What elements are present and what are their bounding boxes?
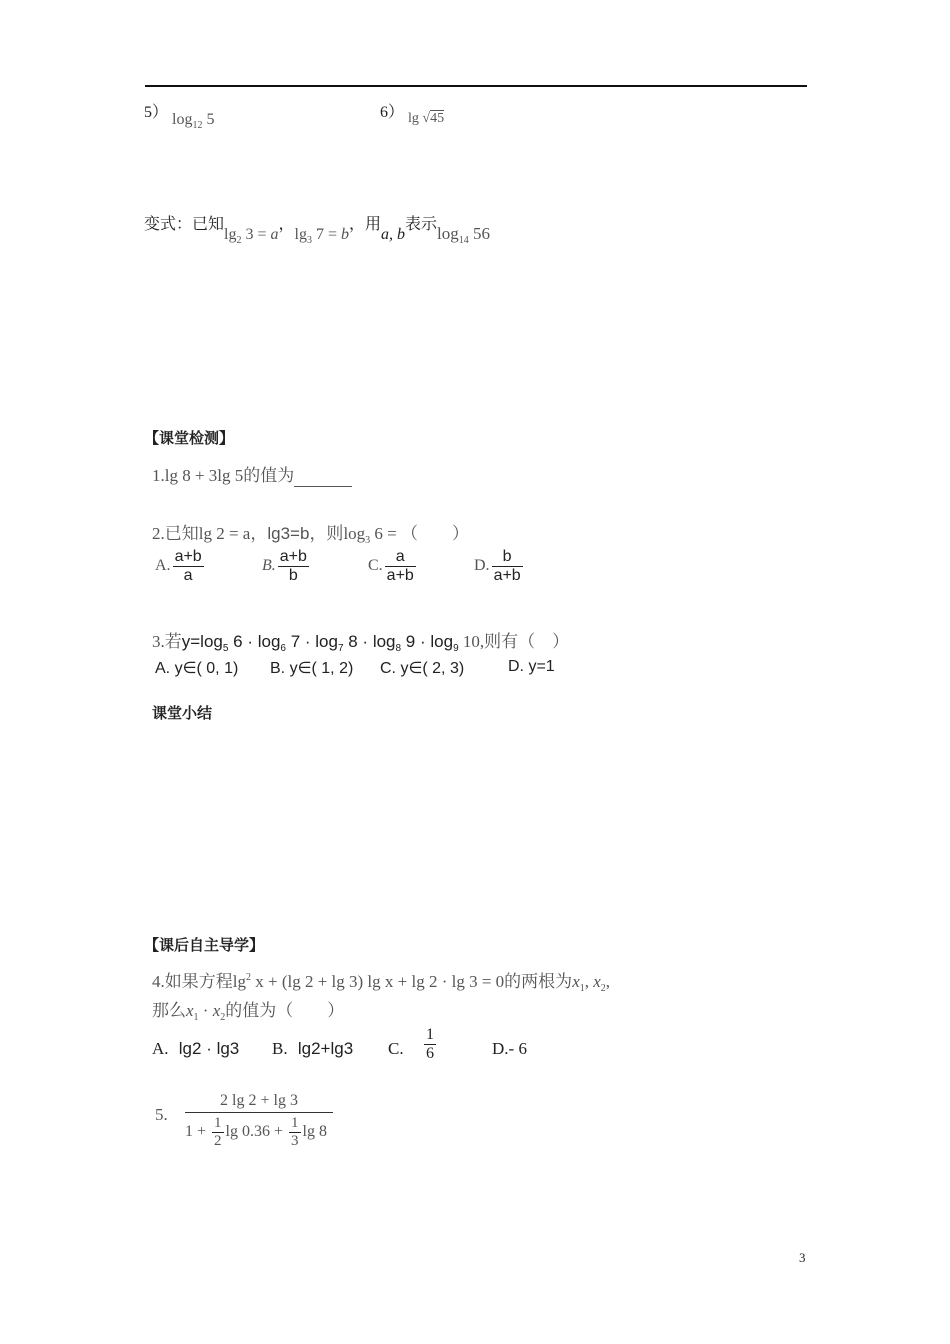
q3-option-c: C. y∈( 2, 3)	[380, 660, 465, 677]
question-3: 3.若$y=\log_5$ $6 \cdot \log_6 7 \cdot \log_7 8 \cdot \log_8 9 \cdot \log_9 10$,则有（ ）	[152, 632, 570, 654]
q3-option-d: D. y=1	[508, 658, 555, 675]
q3-option-b: B. y∈( 1, 2)	[270, 660, 354, 677]
q2-option-b: B. $\frac{a+b}{b}$	[262, 548, 307, 584]
q5-denominator: 1 + $\frac{1}{2}$ lg 0.36 + $\frac{1}{3}$ lg 8	[185, 1112, 333, 1150]
item-5-label: 5）	[144, 104, 169, 121]
item-6-expression: lg √45	[408, 111, 445, 126]
q4-option-c-fraction: $\frac{1}{6}$	[426, 1026, 434, 1062]
answer-blank	[294, 468, 352, 487]
page-number: 3	[799, 1250, 806, 1265]
item-6-label: 6）	[380, 104, 405, 121]
variant-problem: 变式：已知$\lg_2 3 = a$，$\lg_3 7 = b$，用a, b表示$\log_{14} 56$	[144, 214, 491, 246]
question-1: 1.lg 8 + 3lg 5的值为	[152, 461, 352, 487]
question-5-label: 5.	[155, 1105, 168, 1124]
question-4-line-2: 那么$x_1 \cdot x_2$的值为（ ）	[152, 1001, 345, 1023]
item-5-expression: $\log_{12} 5$	[172, 111, 215, 131]
q2-option-c: C. $\frac{a}{a+b}$	[368, 548, 414, 584]
q3-option-a: A. y∈( 0, 1)	[155, 660, 239, 677]
q4-option-c-label: C.	[388, 1039, 404, 1058]
q2-option-d: D. $\frac{b}{a+b}$	[474, 548, 521, 584]
classroom-check-heading: 【课堂检测】	[144, 429, 235, 447]
top-rule	[145, 85, 807, 87]
question-2: 2.已知lg 2 = a，lg3=b，则$\log_3 6$ = （ ）	[152, 524, 470, 546]
q2-option-a: A. $\frac{a+b}{a}$	[155, 548, 202, 584]
question-4-line-1: 4.如果方程$\lg^2 x + (\lg$ 2 + lg 3) lg x + lg 2 · lg 3 = 0的两根为$x_1$, $x_2$,	[152, 972, 611, 994]
q4-option-b: B. lg2+lg3	[272, 1039, 354, 1058]
question-5-expression	[185, 1092, 333, 1150]
after-class-heading: 【课后自主导学】	[144, 936, 265, 954]
q5-numerator: 2 lg 2 + lg 3	[220, 1092, 298, 1109]
summary-heading: 课堂小结	[152, 704, 213, 722]
q4-option-d: D.- 6	[492, 1039, 527, 1058]
q4-option-a: A. lg2 · lg3	[152, 1039, 240, 1058]
